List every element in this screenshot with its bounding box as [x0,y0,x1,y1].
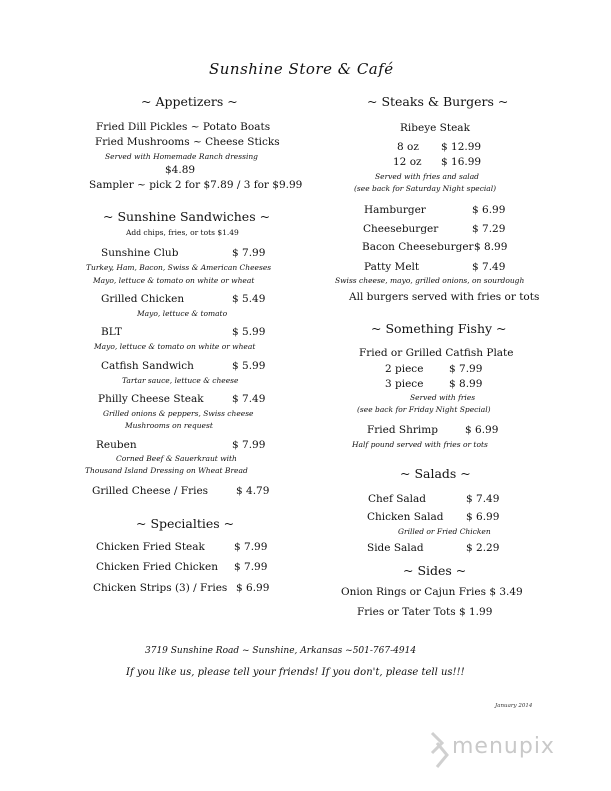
sandwich-note: Tartar sauce, lettuce & cheese [122,376,239,385]
catfish-price: $ 7.99 [449,363,483,375]
catfish-note: (see back for Friday Night Special) [357,405,491,414]
catfish-pieces: 3 piece [385,378,424,390]
shrimp-name: Fried Shrimp [367,424,438,436]
burger-price: $ 6.99 [472,204,506,216]
sandwich-name: Grilled Cheese / Fries [92,485,209,497]
sandwich-note: Thousand Island Dressing on Wheat Bread [85,466,248,475]
sandwich-price: $ 5.99 [232,326,266,338]
date-stamp: January 2014 [495,703,533,709]
appetizers-price: $4.89 [165,164,196,176]
sandwich-price: $ 4.79 [236,485,270,497]
burger-price: $ 7.49 [472,261,506,273]
salad-price: $ 7.49 [466,493,500,505]
sandwich-name: Reuben [96,439,137,451]
sandwich-price: $ 7.99 [232,247,266,259]
burger-price: $ 8.99 [474,241,508,253]
patty-melt-note: Swiss cheese, mayo, grilled onions, on sourdough [335,276,525,285]
catfish-price: $ 8.99 [449,378,483,390]
specialty-price: $ 7.99 [234,561,268,573]
sandwich-note: Mayo, lettuce & tomato on white or wheat [94,342,256,351]
catfish-pieces: 2 piece [385,363,424,375]
side-salad-name: Side Salad [367,542,424,554]
burger-name: Bacon Cheeseburger [362,241,474,253]
tagline: If you like us, please tell your friends! If you don't, please tell us!!! [126,667,465,678]
burger-name: Cheeseburger [363,223,439,235]
specialty-name: Chicken Fried Steak [96,541,205,553]
catfish-note: Served with fries [410,393,476,402]
specialty-price: $ 7.99 [234,541,268,553]
specialties-heading: ~ Specialties ~ [136,516,235,531]
steak-size: 12 oz [393,156,422,168]
steak-price: $ 12.99 [441,141,482,153]
sandwich-price: $ 5.49 [232,293,266,305]
appetizers-sampler: Sampler ~ pick 2 for $7.89 / 3 for $9.99 [89,179,303,191]
burger-name: Patty Melt [364,261,420,273]
menu-title: Sunshine Store & Café [209,60,394,78]
sides-line-2: Fries or Tater Tots $ 1.99 [357,606,493,618]
shrimp-price: $ 6.99 [465,424,499,436]
salads-heading: ~ Salads ~ [400,466,471,481]
burger-name: Hamburger [364,204,426,216]
steaks-heading: ~ Steaks & Burgers ~ [367,94,509,109]
sandwiches-heading: ~ Sunshine Sandwiches ~ [103,209,271,224]
fishy-heading: ~ Something Fishy ~ [371,321,507,336]
all-burgers-note: All burgers served with fries or tots [349,291,540,303]
burger-price: $ 7.29 [472,223,506,235]
sandwich-note: Mayo, lettuce & tomato [137,309,228,318]
salad-note: Grilled or Fried Chicken [398,527,491,536]
ribeye-label: Ribeye Steak [400,122,470,134]
sandwich-note: Grilled onions & peppers, Swiss cheese [103,409,254,418]
appetizers-line-2: Fried Mushrooms ~ Cheese Sticks [95,136,280,148]
appetizers-note: Served with Homemade Ranch dressing [105,152,258,161]
steak-size: 8 oz [397,141,419,153]
steak-price: $ 16.99 [441,156,482,168]
sandwich-price: $ 7.99 [232,439,266,451]
sandwich-note: Mayo, lettuce & tomato on white or wheat [93,276,255,285]
specialty-name: Chicken Strips (3) / Fries [93,582,228,594]
sandwich-price: $ 7.49 [232,393,266,405]
catfish-plate: Fried or Grilled Catfish Plate [359,347,514,359]
appetizers-heading: ~ Appetizers ~ [141,94,238,109]
sandwich-note: Corned Beef & Sauerkraut with [116,454,237,463]
salad-name: Chef Salad [368,493,427,505]
address: 3719 Sunshine Road ~ Sunshine, Arkansas ~501-767-4914 [145,646,417,656]
specialty-price: $ 6.99 [236,582,270,594]
specialty-name: Chicken Fried Chicken [96,561,219,573]
menupix-logo-icon [428,731,450,771]
salad-name: Chicken Salad [367,511,444,523]
appetizers-line-1: Fried Dill Pickles ~ Potato Boats [96,121,271,133]
sandwich-name: Sunshine Club [101,247,179,259]
side-salad-price: $ 2.29 [466,542,500,554]
sandwich-note: Turkey, Ham, Bacon, Swiss & American Cheeses [86,263,272,272]
sides-heading: ~ Sides ~ [403,563,467,578]
salad-price: $ 6.99 [466,511,500,523]
sandwich-note: Mushrooms on request [125,421,213,430]
sandwiches-addon: Add chips, fries, or tots $1.49 [126,228,239,237]
sandwich-name: Grilled Chicken [101,293,185,305]
sides-line-1: Onion Rings or Cajun Fries $ 3.49 [341,586,523,598]
sandwich-name: Philly Cheese Steak [98,393,204,405]
shrimp-note: Half pound served with fries or tots [352,440,488,449]
sandwich-price: $ 5.99 [232,360,266,372]
steak-note: (see back for Saturday Night special) [354,184,497,193]
sandwich-name: Catfish Sandwich [101,360,194,372]
sandwich-name: BLT [101,326,122,338]
watermark: menupix [452,734,555,759]
steak-note: Served with fries and salad [375,172,479,181]
